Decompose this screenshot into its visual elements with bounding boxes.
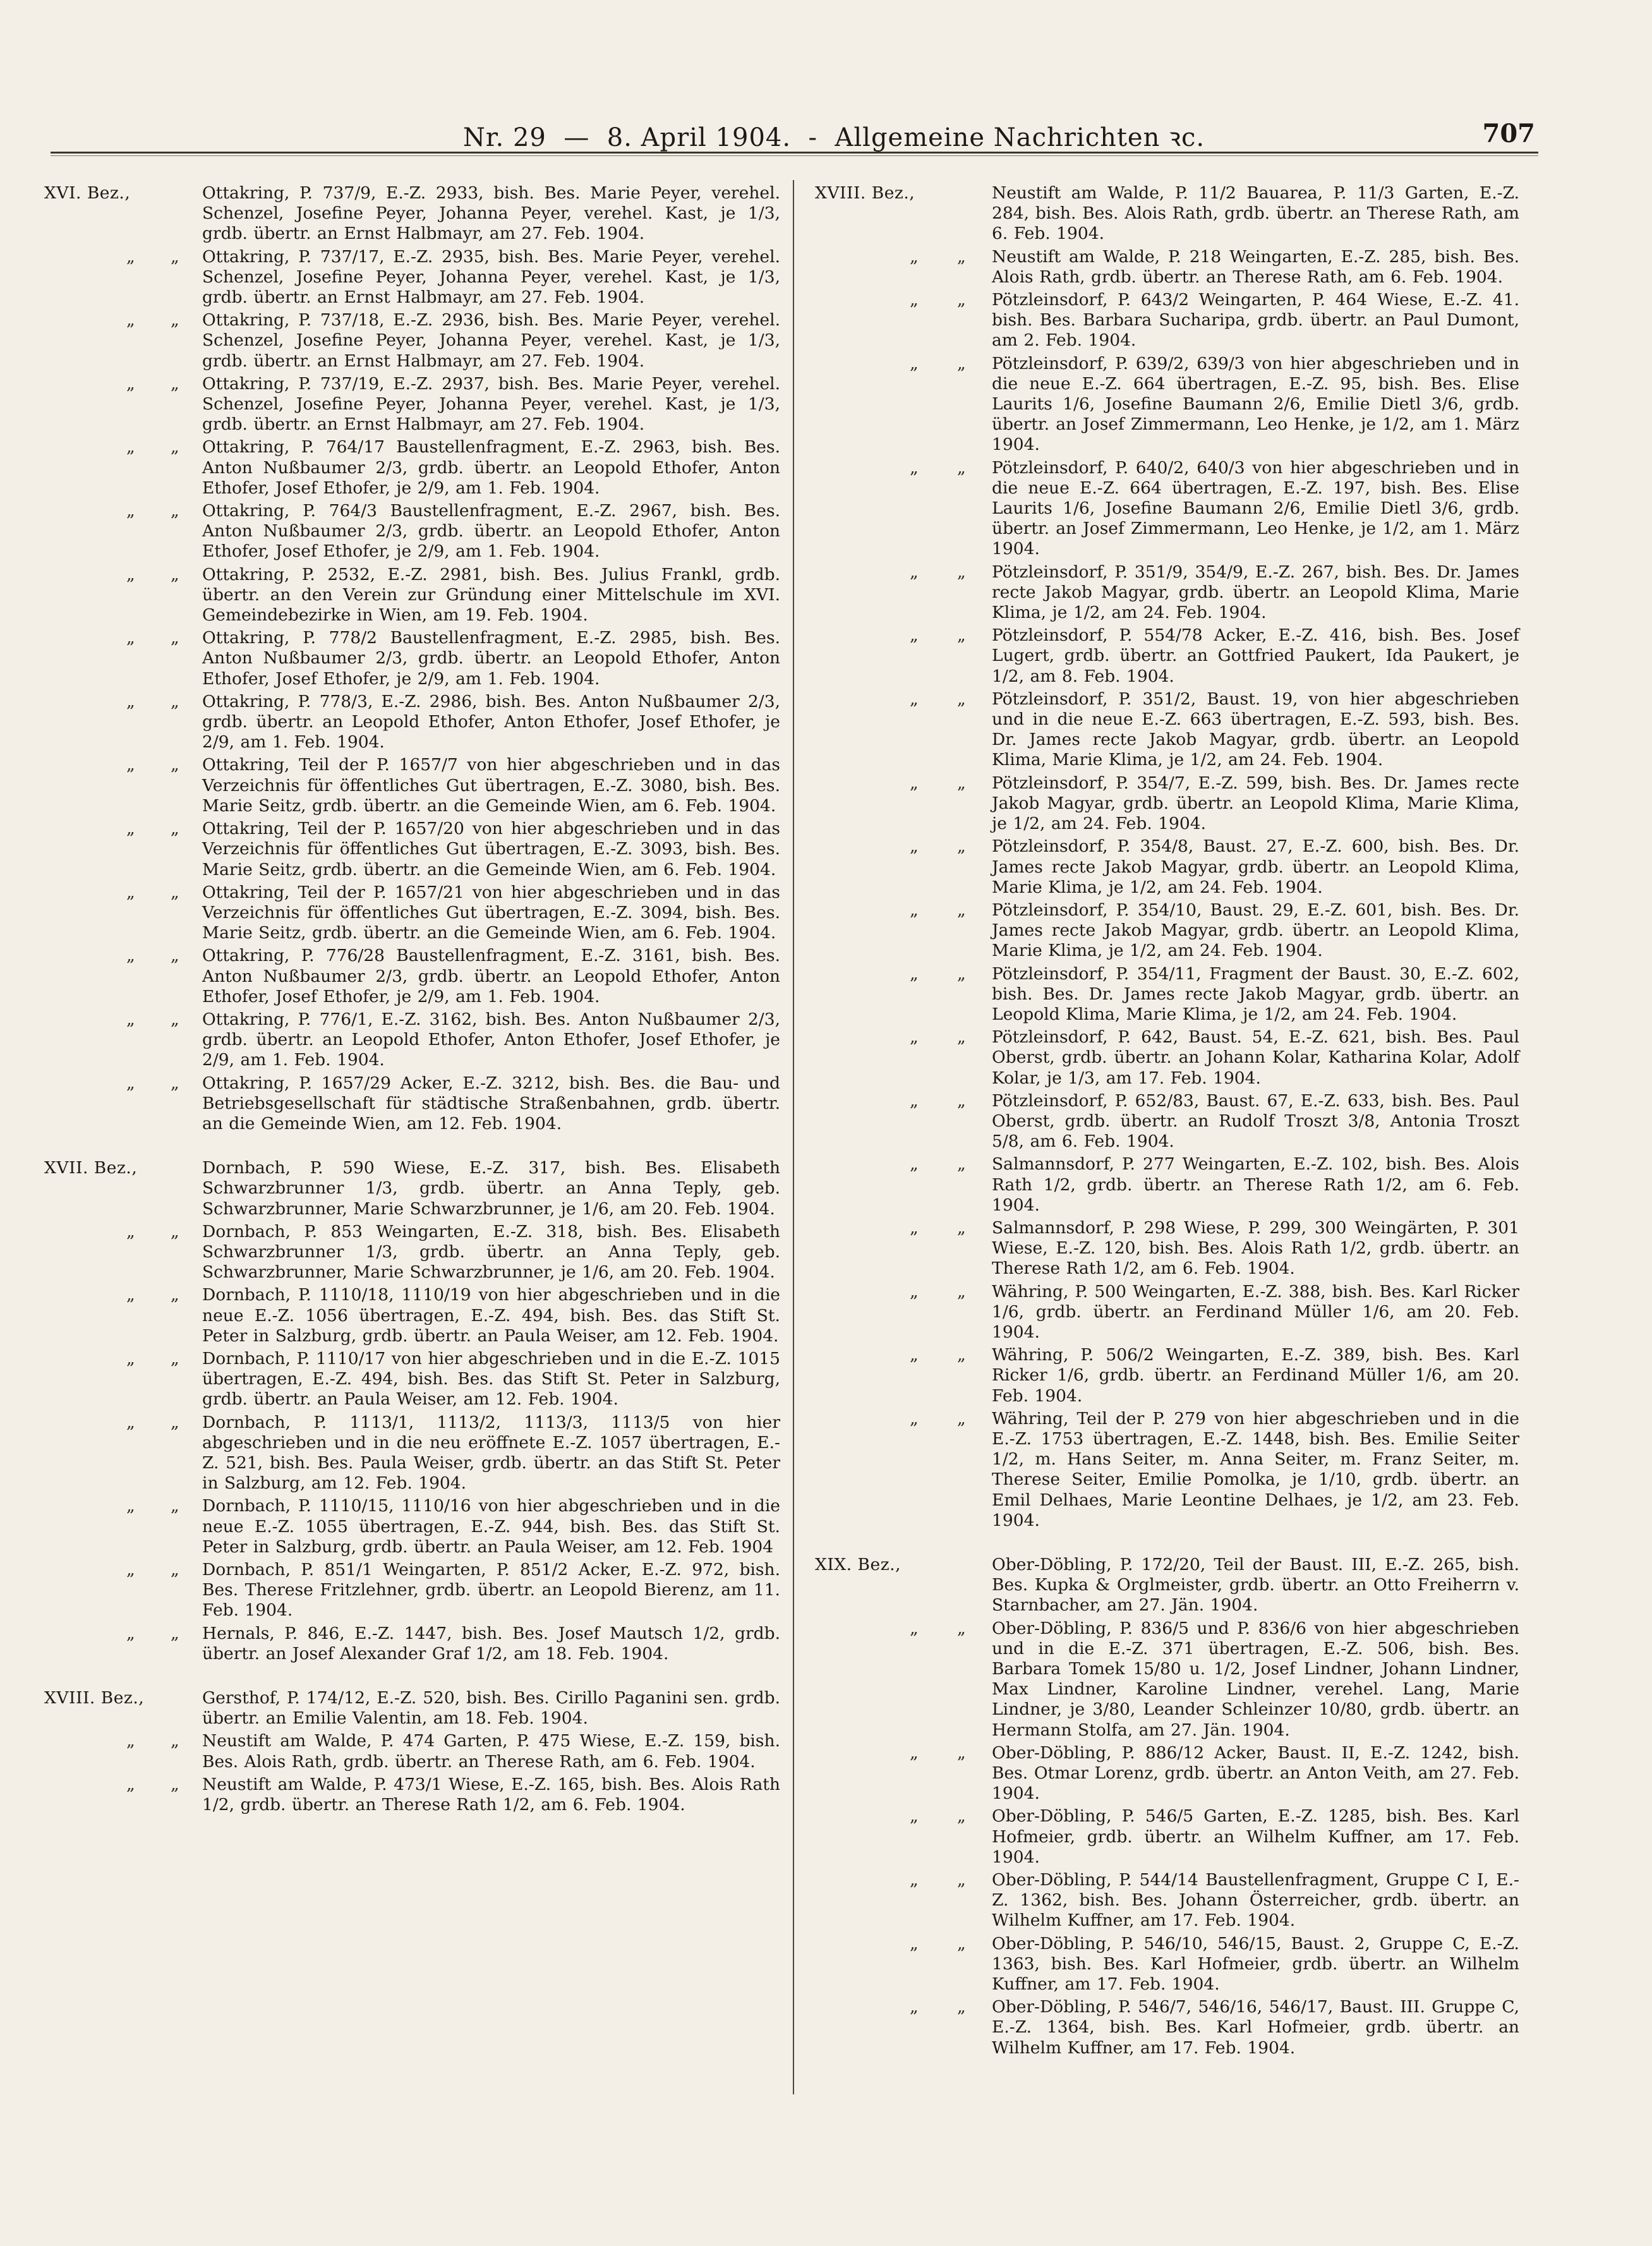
ditto-mark: „ [910,246,919,267]
ditto-mark: „ [910,1281,919,1301]
ditto-mark: „ [957,963,966,984]
ditto-mark: „ [910,353,919,373]
register-entry [815,1934,1519,1995]
register-entry [44,1073,780,1135]
district-label: XVIII. Bez., [44,1688,145,1708]
entry-text: Neustift am Walde, P. 218 Weingarten, E.-Z. 285, bish. Bes. Alois Rath, grdb. übertr. an Therese Rath, am 6. Feb. 1904. [992,246,1519,287]
page-number: 707 [1482,119,1535,148]
register-entry [44,883,780,944]
ditto-mark: „ [126,628,135,648]
entry-text: Pötzleinsdorf, P. 642, Baust. 54, E.-Z. 621, bish. Bes. Paul Oberst, grdb. übertr. an Johann Kolar, Katharina Kolar, Adolf Kolar, je 1/3, am 17. Feb. 1904. [992,1027,1519,1088]
entry-text: Dornbach, P. 1110/18, 1110/19 von hier abgeschrieben und in die neue E.-Z. 1056 übertragen, E.-Z. 494, bish. Bes. das Stift St. Peter in Salzburg, grdb. übertr. an Paula Weiser, am 12. Feb. 1904. [202,1285,780,1346]
ditto-mark: „ [957,689,966,709]
entry-text: Dornbach, P. 1110/17 von hier abgeschrieben und in die E.-Z. 1015 übertragen, E.-Z. 494, bish. Bes. das Stift St. Peter in Salzburg, grdb. übertr. an Paula Weiser, am 12. Feb. 1904. [202,1348,780,1410]
header-rule [51,152,1538,154]
entry-text: Ottakring, P. 1657/29 Acker, E.-Z. 3212, bish. Bes. die Bau- und Betriebsgesellschaft für städtische Straßenbahnen, grdb. übertr. an die Gemeinde Wien, am 12. Feb. 1904. [202,1073,780,1133]
register-entry [44,437,780,498]
entry-text: Ottakring, P. 737/18, E.-Z. 2936, bish. Bes. Marie Peyer, verehel. Schenzel, Josefine Peyer, Johanna Peyer, verehel. Kast, je 1/3, grdb. übertr. an Ernst Halbmayr, am 27. Feb. 1904. [202,310,780,371]
ditto-mark: „ [910,1997,919,2017]
ditto-mark: „ [957,1618,966,1638]
register-entry [815,900,1519,962]
ditto-mark: „ [171,1774,179,1794]
left-column [44,183,780,1818]
ditto-mark: „ [171,1009,179,1029]
register-entry [815,458,1519,560]
entry-text: Ottakring, P. 737/17, E.-Z. 2935, bish. Bes. Marie Peyer, verehel. Schenzel, Josefine Peyer, Johanna Peyer, verehel. Kast, je 1/3, grdb. übertr. an Ernst Halbmayr, am 27. Feb. 1904. [202,246,780,308]
ditto-mark: „ [910,1933,919,1953]
entry-text: Dornbach, P. 851/1 Weingarten, P. 851/2 Acker, E.-Z. 972, bish. Bes. Therese Fritzlehner, grdb. übertr. an Leopold Bierenz, am 11. Feb. 1904. [202,1560,780,1621]
district-gap [44,1137,780,1158]
entry-text: Währing, Teil der P. 279 von hier abgeschrieben und in die E.-Z. 1753 übertragen, E.-Z. 1448, bish. Bes. Emilie Seiter 1/2, m. Hans Seiter, m. Anna Seiter, m. Franz Seiter, m. Therese Seiter, Emilie Pomolka, je 1/10, grdb. übertr. an Emil Delhaes, Marie Leontine Delhaes, je 1/2, am 23. Feb. 1904. [992,1408,1519,1530]
ditto-mark: „ [126,1009,135,1029]
register-entry [44,565,780,626]
ditto-mark: „ [171,819,179,839]
header-line [133,119,1535,154]
ditto-mark: „ [957,1154,966,1174]
register-entry [815,1345,1519,1406]
register-entry [44,247,780,308]
entry-text: Pötzleinsdorf, P. 554/78 Acker, E.-Z. 416, bish. Bes. Josef Lugert, grdb. übertr. an Gottfried Paukert, Ida Paukert, je 1/2, am 8. Feb. 1904. [992,625,1519,686]
entry-text: Ottakring, P. 778/2 Baustellenfragment, E.-Z. 2985, bish. Bes. Anton Nußbaumer 2/3, grdb. übertr. an Leopold Ethofer, Anton Ethofer, Josef Ethofer, je 2/9, am 1. Feb. 1904. [202,628,780,689]
ditto-mark: „ [126,1412,135,1432]
entry-text: Pötzleinsdorf, P. 652/83, Baust. 67, E.-Z. 633, bish. Bes. Paul Oberst, grdb. übertr. an Rudolf Troszt 3/8, Antonia Troszt 5/8, am 6. Feb. 1904. [992,1090,1519,1152]
entry-text: Neustift am Walde, P. 11/2 Bauarea, P. 11/3 Garten, E.-Z. 284, bish. Bes. Alois Rath, grdb. übertr. an Therese Rath, am 6. Feb. 1904. [992,183,1519,244]
ditto-mark: „ [126,1560,135,1579]
ditto-mark: „ [957,1217,966,1238]
entry-text: Ottakring, P. 764/3 Baustellenfragment, E.-Z. 2967, bish. Bes. Anton Nußbaumer 2/3, grdb. übertr. an Leopold Ethofer, Anton Ethofer, Josef Ethofer, je 2/9, am 1. Feb. 1904. [202,501,780,562]
ditto-mark: „ [910,625,919,646]
entry-text: Neustift am Walde, P. 474 Garten, P. 475 Wiese, E.-Z. 159, bish. Bes. Alois Rath, grdb. übertr. an Therese Rath, am 6. Feb. 1904. [202,1731,780,1772]
entry-text: Dornbach, P. 1113/1, 1113/2, 1113/3, 1113/5 von hier abgeschrieben und in die neu eröffnete E.-Z. 1057 übertragen, E.-Z. 521, bish. Bes. Paula Weiser, grdb. übertr. an das Stift St. Peter in Salzburg, am 12. Feb. 1904. [202,1412,780,1494]
ditto-mark: „ [910,1618,919,1638]
register-entry [44,1285,780,1346]
ditto-mark: „ [126,564,135,584]
register-entry [815,1806,1519,1868]
entry-text: Pötzleinsdorf, P. 354/11, Fragment der Baust. 30, E.-Z. 602, bish. Bes. Dr. James recte Jakob Magyar, grdb. übertr. an Leopold Klima, Marie Klima, je 1/2, am 24. Feb. 1904. [992,963,1519,1024]
ditto-mark: „ [910,773,919,793]
ditto-mark: „ [910,963,919,984]
ditto-mark: „ [957,353,966,373]
entry-text: Ottakring, P. 737/19, E.-Z. 2937, bish. Bes. Marie Peyer, verehel. Schenzel, Josefine Peyer, Johanna Peyer, verehel. Kast, je 1/3, grdb. übertr. an Ernst Halbmayr, am 27. Feb. 1904. [202,373,780,435]
register-entry [815,773,1519,835]
entry-text: Pötzleinsdorf, P. 354/7, E.-Z. 599, bish. Bes. Dr. James recte Jakob Magyar, grdb. übertr. an Leopold Klima, Marie Klima, je 1/2, am 24. Feb. 1904. [992,773,1519,834]
entry-text: Ober-Döbling, P. 546/10, 546/15, Baust. 2, Gruppe C, E.-Z. 1363, bish. Bes. Karl Hofmeier, grdb. übertr. an Wilhelm Kuffner, am 17. Feb. 1904. [992,1933,1519,1995]
ditto-mark: „ [171,1496,179,1516]
register-entry [815,836,1519,898]
ditto-mark: „ [126,1348,135,1368]
register-entry [44,1624,780,1664]
section-title: Allgemeine Nachrichten ꝛc. [835,123,1205,152]
district-label: XVII. Bez., [44,1158,138,1178]
ditto-mark: „ [957,1806,966,1826]
register-entry [44,628,780,689]
register-entry [815,1997,1519,2058]
ditto-mark: „ [957,1742,966,1763]
ditto-mark: „ [957,246,966,267]
ditto-mark: „ [910,1345,919,1365]
ditto-mark: „ [910,1742,919,1763]
ditto-mark: „ [957,290,966,310]
register-entry [815,1743,1519,1804]
ditto-mark: „ [910,290,919,310]
register-entry [44,501,780,562]
ditto-mark: „ [910,1806,919,1826]
ditto-mark: „ [171,755,179,775]
entry-text: Ober-Döbling, P. 886/12 Acker, Baust. II, E.-Z. 1242, bish. Bes. Otmar Lorenz, grdb. übertr. an Anton Veith, am 27. Feb. 1904. [992,1742,1519,1804]
ditto-mark: „ [171,564,179,584]
register-entry [44,1349,780,1410]
entry-text: Hernals, P. 846, E.-Z. 1447, bish. Bes. Josef Mautsch 1/2, grdb. übertr. an Josef Alexander Graf 1/2, am 18. Feb. 1904. [202,1623,780,1663]
ditto-mark: „ [910,1217,919,1238]
district-label: XIX. Bez., [815,1555,901,1574]
entry-text: Ottakring, Teil der P. 1657/7 von hier abgeschrieben und in das Verzeichnis für öffentliches Gut übertragen, E.-Z. 3080, bish. Bes. Marie Seitz, grdb. übertr. an die Gemeinde Wien, am 6. Feb. 1904. [202,755,780,816]
district-label: XVI. Bez., [44,183,131,203]
ditto-mark: „ [171,373,179,394]
register-entry [44,755,780,816]
ditto-mark: „ [126,1496,135,1516]
ditto-mark: „ [126,1221,135,1241]
register-entry [44,692,780,753]
register-entry [815,183,1519,245]
entry-text: Pötzleinsdorf, P. 640/2, 640/3 von hier abgeschrieben und in die neue E.-Z. 664 übertragen, E.-Z. 197, bish. Bes. Elise Laurits 1/6, Josefine Baumann 2/6, Emilie Dietl 3/6, grdb. übertr. an Josef Zimmermann, Leo Henke, je 1/2, am 1. März 1904. [992,457,1519,559]
register-entry [815,1409,1519,1531]
entry-text: Ottakring, P. 776/1, E.-Z. 3162, bish. Bes. Anton Nußbaumer 2/3, grdb. übertr. an Leopold Ethofer, Anton Ethofer, Josef Ethofer, je 2/9, am 1. Feb. 1904. [202,1009,780,1070]
ditto-mark: „ [171,246,179,267]
header-dash: - [808,123,818,152]
entry-text: Ottakring, P. 2532, E.-Z. 2981, bish. Bes. Julius Frankl, grdb. übertr. an den Verein zur Gründung einer Mittelschule im XVI. Gemeindebezirke in Wien, am 19. Feb. 1904. [202,564,780,625]
ditto-mark: „ [910,1027,919,1048]
register-entry [44,1775,780,1815]
ditto-mark: „ [171,1731,179,1751]
register-entry [815,625,1519,687]
entry-text: Pötzleinsdorf, P. 354/8, Baust. 27, E.-Z. 600, bish. Bes. Dr. James recte Jakob Magyar, grdb. übertr. an Leopold Klima, Marie Klima, je 1/2, am 24. Feb. 1904. [992,836,1519,897]
entry-text: Ottakring, P. 764/17 Baustellenfragment, E.-Z. 2963, bish. Bes. Anton Nußbaumer 2/3, grdb. übertr. an Leopold Ethofer, Anton Ethofer, Josef Ethofer, je 2/9, am 1. Feb. 1904. [202,437,780,498]
entry-text: Ober-Döbling, P. 546/5 Garten, E.-Z. 1285, bish. Bes. Karl Hofmeier, grdb. übertr. an Wilhelm Kuffner, am 17. Feb. 1904. [992,1806,1519,1867]
register-entry [44,1496,780,1557]
register-entry [44,819,780,880]
register-entry [815,1218,1519,1279]
ditto-mark: „ [126,1623,135,1643]
ditto-mark: „ [910,689,919,709]
ditto-mark: „ [957,457,966,478]
district-label: XVIII. Bez., [815,183,915,203]
ditto-mark: „ [957,1933,966,1953]
ditto-mark: „ [957,1281,966,1301]
register-entry [815,689,1519,771]
district-gap [815,1533,1519,1555]
ditto-mark: „ [957,1870,966,1890]
ditto-mark: „ [957,1997,966,2017]
ditto-mark: „ [171,1560,179,1579]
column-divider [793,180,794,2094]
register-entry [815,290,1519,351]
ditto-mark: „ [171,882,179,902]
ditto-mark: „ [957,625,966,646]
entry-text: Salmannsdorf, P. 298 Wiese, P. 299, 300 Weingärten, P. 301 Wiese, E.-Z. 120, bish. Bes. Alois Rath 1/2, grdb. übertr. an Therese Rath 1/2, am 6. Feb. 1904. [992,1217,1519,1279]
entry-text: Gersthof, P. 174/12, E.-Z. 520, bish. Bes. Cirillo Paganini sen. grdb. übertr. an Emilie Valentin, am 18. Feb. 1904. [202,1688,780,1729]
register-entry [815,1555,1519,1616]
ditto-mark: „ [171,628,179,648]
ditto-mark: „ [171,1412,179,1432]
entry-text: Ober-Döbling, P. 836/5 und P. 836/6 von hier abgeschrieben und in die E.-Z. 371 übertragen, E.-Z. 506, bish. Bes. Barbara Tomek 15/80 u. 1/2, Josef Lindner, Johann Lindner, Max Lindner, Karoline Lindner, verehel. Lang, Marie Lindner, je 3/80, Leander Schleinzer 10/80, grdb. übertr. an Hermann Stolfa, am 27. Jän. 1904. [992,1618,1519,1740]
ditto-mark: „ [126,310,135,330]
entry-text: Salmannsdorf, P. 277 Weingarten, E.-Z. 102, bish. Bes. Alois Rath 1/2, grdb. übertr. an Therese Rath 1/2, am 6. Feb. 1904. [992,1154,1519,1215]
ditto-mark: „ [171,1348,179,1368]
entry-text: Ober-Döbling, P. 546/7, 546/16, 546/17, Baust. III. Gruppe C, E.-Z. 1364, bish. Bes. Karl Hofmeier, grdb. übertr. an Wilhelm Kuffner, am 17. Feb. 1904. [992,1997,1519,2058]
ditto-mark: „ [957,1345,966,1365]
register-entry [44,1688,780,1729]
right-column [815,183,1519,2061]
entry-text: Pötzleinsdorf, P. 354/10, Baust. 29, E.-Z. 601, bish. Bes. Dr. James recte Jakob Magyar, grdb. übertr. an Leopold Klima, Marie Klima, je 1/2, am 24. Feb. 1904. [992,900,1519,961]
ditto-mark: „ [957,1027,966,1048]
register-entry [815,354,1519,456]
entry-text: Pötzleinsdorf, P. 351/9, 354/9, E.-Z. 267, bish. Bes. Dr. James recte Jakob Magyar, grdb. übertr. an Leopold Klima, Marie Klima, je 1/2, am 24. Feb. 1904. [992,562,1519,623]
ditto-mark: „ [171,1285,179,1305]
entry-text: Dornbach, P. 1110/15, 1110/16 von hier abgeschrieben und in die neue E.-Z. 1055 übertragen, E.-Z. 944, bish. Bes. das Stift St. Peter in Salzburg, grdb. übertr. an Paula Weiser, am 12. Feb. 1904 [202,1496,780,1557]
ditto-mark: „ [126,819,135,839]
ditto-mark: „ [957,562,966,582]
ditto-mark: „ [910,836,919,857]
register-entry [44,374,780,435]
ditto-mark: „ [957,1408,966,1428]
ditto-mark: „ [910,1090,919,1111]
register-entry [44,1222,780,1283]
header-dash: — [564,123,590,152]
register-entry [815,1091,1519,1152]
ditto-mark: „ [171,691,179,711]
ditto-mark: „ [957,773,966,793]
register-entry [815,247,1519,287]
ditto-mark: „ [126,755,135,775]
register-entry [815,964,1519,1025]
entry-text: Pötzleinsdorf, P. 351/2, Baust. 19, von hier abgeschrieben und in die neue E.-Z. 663 übertragen, E.-Z. 593, bish. Bes. Dr. James recte Jakob Magyar, grdb. übertr. an Leopold Klima, Marie Klima, je 1/2, am 24. Feb. 1904. [992,689,1519,770]
ditto-mark: „ [171,310,179,330]
register-entry [815,1282,1519,1343]
ditto-mark: „ [171,501,179,521]
entry-text: Ottakring, P. 776/28 Baustellenfragment, E.-Z. 3161, bish. Bes. Anton Nußbaumer 2/3, grdb. übertr. an Leopold Ethofer, Anton Ethofer, Josef Ethofer, je 2/9, am 1. Feb. 1904. [202,946,780,1006]
entry-text: Währing, P. 500 Weingarten, E.-Z. 388, bish. Bes. Karl Ricker 1/6, grdb. übertr. an Ferdinand Müller 1/6, am 20. Feb. 1904. [992,1281,1519,1342]
ditto-mark: „ [126,1285,135,1305]
ditto-mark: „ [957,900,966,920]
ditto-mark: „ [126,1774,135,1794]
register-entry [815,562,1519,624]
entry-text: Neustift am Walde, P. 473/1 Wiese, E.-Z. 165, bish. Bes. Alois Rath 1/2, grdb. übertr. an Therese Rath 1/2, am 6. Feb. 1904. [202,1774,780,1815]
register-entry [44,183,780,245]
entry-text: Ober-Döbling, P. 544/14 Baustellenfragment, Gruppe C I, E.-Z. 1362, bish. Bes. Johann Österreicher, grdb. übertr. an Wilhelm Kuffner, am 17. Feb. 1904. [992,1870,1519,1931]
ditto-mark: „ [126,946,135,966]
ditto-mark: „ [171,1623,179,1643]
register-entry [815,1027,1519,1089]
register-entry [44,310,780,371]
register-entry [44,1010,780,1071]
issue-date: 8. April 1904. [606,123,792,152]
entry-text: Dornbach, P. 590 Wiese, E.-Z. 317, bish. Bes. Elisabeth Schwarzbrunner 1/3, grdb. übertr. an Anna Teply, geb. Schwarzbrunner, Marie Schwarzbrunner, je 1/6, am 20. Feb. 1904. [202,1158,780,1219]
register-entry [815,1870,1519,1931]
entry-text: Ober-Döbling, P. 172/20, Teil der Baust. III, E.-Z. 265, bish. Bes. Kupka & Orglmeister, grdb. übertr. an Otto Freiherrn v. Starnbacher, am 27. Jän. 1904. [992,1555,1519,1615]
register-entry [44,946,780,1007]
ditto-mark: „ [910,562,919,582]
ditto-mark: „ [171,946,179,966]
register-entry [44,1413,780,1494]
ditto-mark: „ [910,457,919,478]
ditto-mark: „ [126,246,135,267]
ditto-mark: „ [171,1221,179,1241]
entry-text: Ottakring, P. 778/3, E.-Z. 2986, bish. Bes. Anton Nußbaumer 2/3, grdb. übertr. an Leopold Ethofer, Anton Ethofer, Josef Ethofer, je 2/9, am 1. Feb. 1904. [202,691,780,752]
register-entry [815,1154,1519,1216]
register-entry [44,1560,780,1621]
district-gap [44,1667,780,1688]
ditto-mark: „ [126,437,135,457]
ditto-mark: „ [126,882,135,902]
ditto-mark: „ [171,1073,179,1093]
entry-text: Ottakring, Teil der P. 1657/20 von hier abgeschrieben und in das Verzeichnis für öffentliches Gut übertragen, E.-Z. 3093, bish. Bes. Marie Seitz, grdb. übertr. an die Gemeinde Wien, am 6. Feb. 1904. [202,819,780,879]
entry-text: Ottakring, P. 737/9, E.-Z. 2933, bish. Bes. Marie Peyer, verehel. Schenzel, Josefine Peyer, Johanna Peyer, verehel. Kast, je 1/3, grdb. übertr. an Ernst Halbmayr, am 27. Feb. 1904. [202,183,780,244]
register-entry [44,1158,780,1219]
entry-text: Pötzleinsdorf, P. 643/2 Weingarten, P. 464 Wiese, E.-Z. 41. bish. Bes. Barbara Sucharipa, grdb. übertr. an Paul Dumont, am 2. Feb. 1904. [992,290,1519,351]
ditto-mark: „ [126,1731,135,1751]
ditto-mark: „ [171,437,179,457]
ditto-mark: „ [957,1090,966,1111]
register-entry [815,1619,1519,1741]
ditto-mark: „ [126,691,135,711]
ditto-mark: „ [910,1154,919,1174]
entry-text: Pötzleinsdorf, P. 639/2, 639/3 von hier abgeschrieben und in die neue E.-Z. 664 übertragen, E.-Z. 95, bish. Bes. Elise Laurits 1/6, Josefine Baumann 2/6, Emilie Dietl 3/6, grdb. übertr. an Josef Zimmermann, Leo Henke, je 1/2, am 1. März 1904. [992,353,1519,455]
ditto-mark: „ [910,900,919,920]
entry-text: Ottakring, Teil der P. 1657/21 von hier abgeschrieben und in das Verzeichnis für öffentliches Gut übertragen, E.-Z. 3094, bish. Bes. Marie Seitz, grdb. übertr. an die Gemeinde Wien, am 6. Feb. 1904. [202,882,780,943]
entry-text: Währing, P. 506/2 Weingarten, E.-Z. 389, bish. Bes. Karl Ricker 1/6, grdb. übertr. an Ferdinand Müller 1/6, am 20. Feb. 1904. [992,1345,1519,1406]
ditto-mark: „ [910,1870,919,1890]
ditto-mark: „ [126,373,135,394]
ditto-mark: „ [957,836,966,857]
ditto-mark: „ [126,501,135,521]
register-entry [44,1731,780,1772]
header-rule-thin [51,155,1538,156]
issue-number: Nr. 29 [462,123,546,152]
ditto-mark: „ [910,1408,919,1428]
entry-text: Dornbach, P. 853 Weingarten, E.-Z. 318, bish. Bes. Elisabeth Schwarzbrunner 1/3, grdb. übertr. an Anna Teply, geb. Schwarzbrunner, Marie Schwarzbrunner, je 1/6, am 20. Feb. 1904. [202,1221,780,1283]
ditto-mark: „ [126,1073,135,1093]
